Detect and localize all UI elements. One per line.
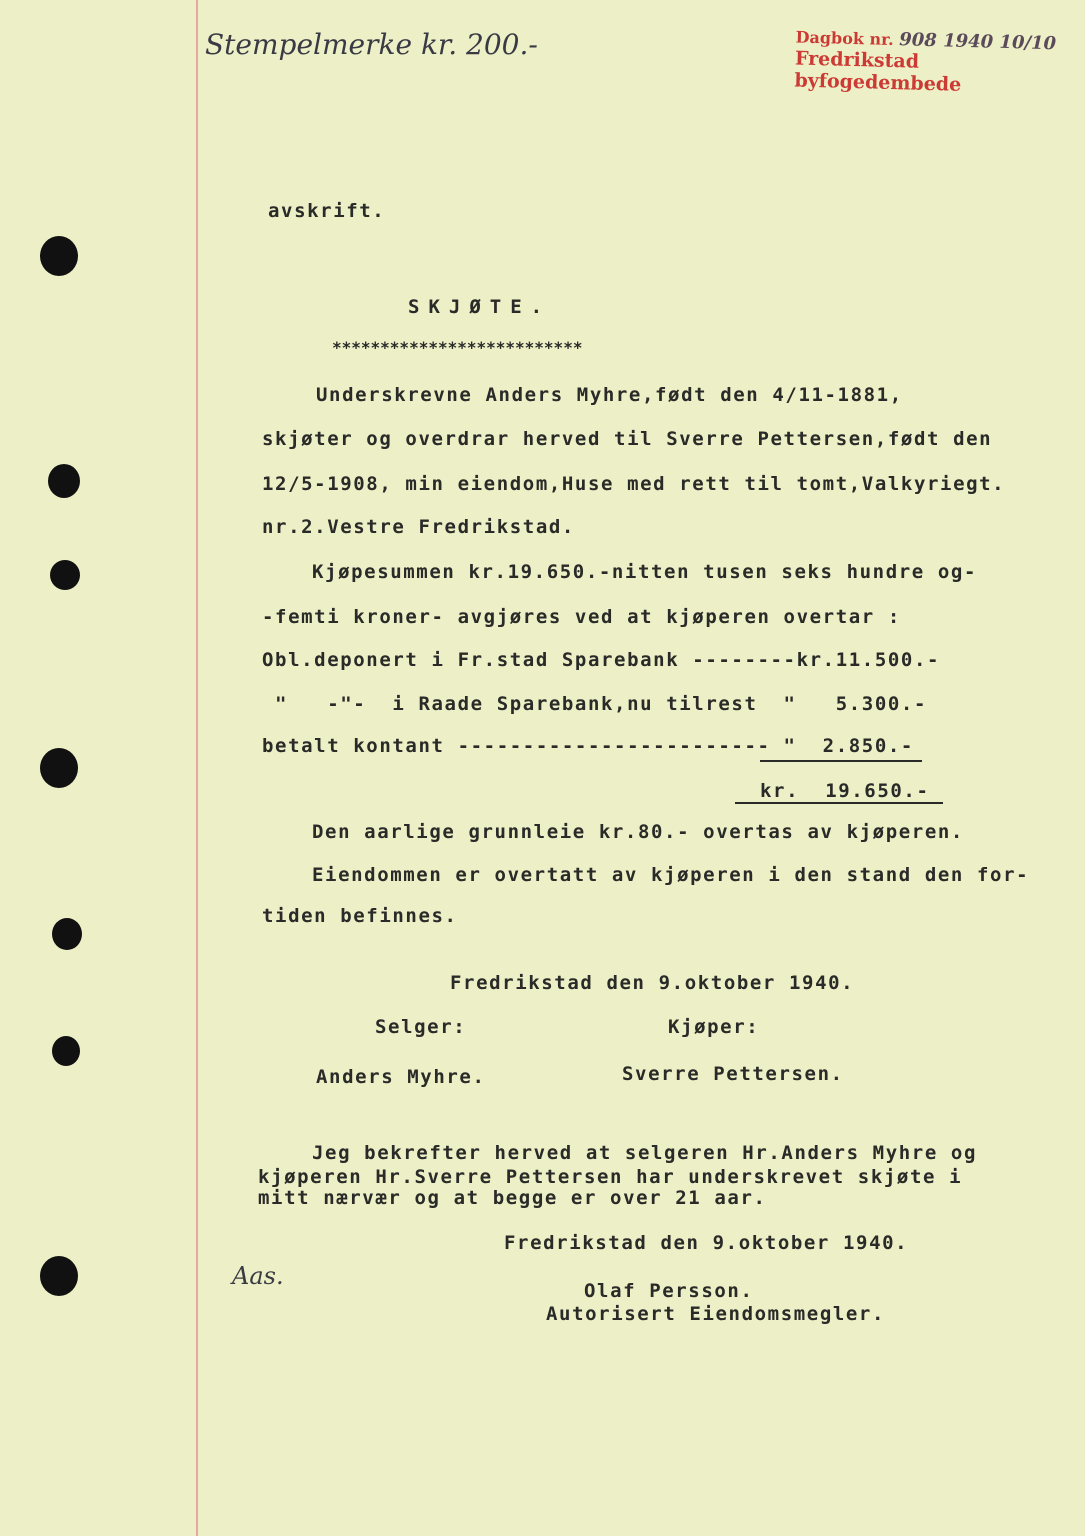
seller-label: Selger: xyxy=(375,1016,467,1038)
punch-hole xyxy=(52,1036,80,1066)
buyer-name: Sverre Pettersen. xyxy=(622,1063,844,1085)
text-line: " -"- i Raade Sparebank,nu tilrest " 5.300.- xyxy=(262,693,927,715)
punch-hole xyxy=(50,560,80,590)
stamp-office: Fredrikstad byfogedembede xyxy=(794,47,962,96)
seller-name: Anders Myhre. xyxy=(316,1066,486,1088)
date-line: Fredrikstad den 9.oktober 1940. xyxy=(504,1232,909,1254)
total-line: kr. 19.650.- xyxy=(760,780,930,802)
text-line: -femti kroner- avgjøres ved at kjøperen overtar : xyxy=(262,606,901,628)
date-line: Fredrikstad den 9.oktober 1940. xyxy=(450,972,855,994)
total-rule xyxy=(735,802,943,804)
text-line: kjøperen Hr.Sverre Pettersen har underskrevet skjøte i xyxy=(258,1166,963,1188)
punch-hole xyxy=(52,918,82,950)
text-line: Den aarlige grunnleie kr.80.- overtas av kjøperen. xyxy=(312,821,964,843)
broker-name: Olaf Persson. xyxy=(584,1280,754,1302)
margin-rule xyxy=(196,0,198,1536)
text-line: betalt kontant ------------------------ " 2.850.- xyxy=(262,735,914,757)
document-title: SKJØTE. xyxy=(408,296,552,318)
text-line: Kjøpesummen kr.19.650.-nitten tusen seks hundre og- xyxy=(312,561,977,583)
punch-hole xyxy=(48,464,80,498)
handwritten-header: Stempelmerke kr. 200.- xyxy=(205,28,538,61)
punch-hole xyxy=(40,236,78,276)
text-line: nr.2.Vestre Fredrikstad. xyxy=(262,516,575,538)
text-line: skjøter og overdrar herved til Sverre Pettersen,født den xyxy=(262,428,993,450)
text-line: mitt nærvær og at begge er over 21 aar. xyxy=(258,1187,767,1209)
avskrift-label: avskrift. xyxy=(268,200,386,222)
text-line: 12/5-1908, min eiendom,Huse med rett til tomt,Valkyriegt. xyxy=(262,473,1006,495)
text-line: tiden befinnes. xyxy=(262,905,458,927)
handwritten-initials: Aas. xyxy=(232,1262,284,1290)
text-line: Eiendommen er overtatt av kjøperen i den stand den for- xyxy=(312,864,1030,886)
text-line: Obl.deponert i Fr.stad Sparebank --------kr.11.500.- xyxy=(262,649,941,671)
sum-rule xyxy=(760,760,922,762)
stamp-handwritten: 908 1940 10/10 xyxy=(898,29,1057,55)
stamp-prefix: Dagbok nr. xyxy=(795,27,894,50)
punch-hole xyxy=(40,1256,78,1296)
buyer-label: Kjøper: xyxy=(668,1016,760,1038)
registry-stamp xyxy=(794,26,1066,98)
broker-title: Autorisert Eiendomsmegler. xyxy=(546,1303,886,1325)
title-underline: ************************** xyxy=(332,338,583,357)
text-line: Underskrevne Anders Myhre,født den 4/11-1881, xyxy=(316,384,903,406)
text-line: Jeg bekrefter herved at selgeren Hr.Anders Myhre og xyxy=(312,1142,977,1164)
punch-hole xyxy=(40,748,78,788)
